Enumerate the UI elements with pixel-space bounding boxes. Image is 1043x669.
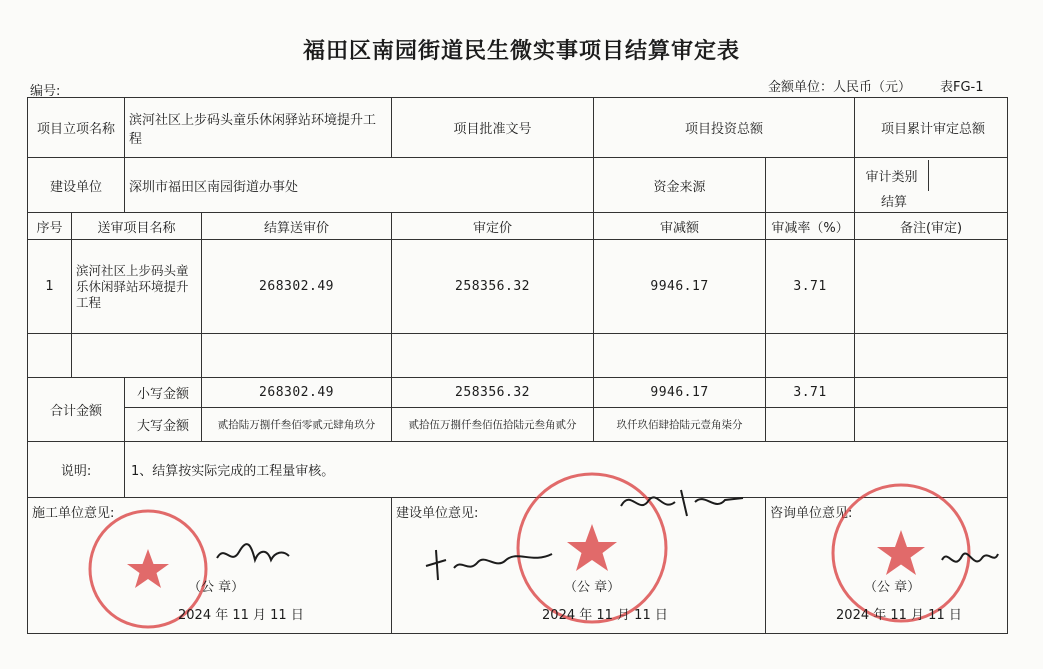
column-header: 送审项目名称 (72, 213, 202, 240)
form-code: 表FG-1 (940, 80, 984, 95)
amount-unit: 金额单位：人民币（元） (768, 80, 912, 95)
row-index: 1 (28, 240, 72, 334)
consultant-opinion (766, 498, 1008, 634)
total-submitted: 268302.49 (202, 378, 392, 408)
total-approved-capital: 贰拾伍万捌仟叁佰伍拾陆元叁角贰分 (392, 408, 594, 442)
builder-signature (420, 540, 560, 584)
contractor-opinion-label: 施工单位意见: (32, 506, 115, 521)
builder-value: 深圳市福田区南园街道办事处 (125, 158, 594, 213)
column-header: 审减率（%） (766, 213, 855, 240)
contractor-date: 2024 年 11 月 11 日 (178, 608, 304, 623)
small-amount-label: 小写金额 (125, 378, 202, 408)
audit-type-value: 结算 (881, 195, 908, 210)
capital-amount-label: 大写金额 (125, 408, 202, 442)
remarks-text: 1、结算按实际完成的工程量审核。 (125, 442, 1008, 498)
doc-number-label: 编号: (30, 84, 61, 99)
investment-label: 项目投资总额 (594, 98, 855, 158)
form-title: 福田区南园街道民生微实事项目结算审定表 (302, 39, 740, 64)
contractor-signature (213, 536, 293, 576)
row-project-name: 滨河社区上步码头童乐休闲驿站环境提升工程 (72, 240, 202, 334)
builder-opinion (392, 498, 766, 634)
total-reduction-capital: 玖仟玖佰肆拾陆元壹角柒分 (594, 408, 766, 442)
row-submitted: 268302.49 (202, 240, 392, 334)
total-submitted-capital: 贰拾陆万捌仟叁佰零贰元肆角玖分 (202, 408, 392, 442)
totals-label: 合计金额 (28, 378, 125, 442)
empty-row (28, 334, 1008, 378)
remarks-label: 说明: (28, 442, 125, 498)
consultant-signature (938, 540, 1000, 580)
total-reduction: 9946.17 (594, 378, 766, 408)
row-note (855, 240, 1008, 334)
builder-label: 建设单位 (28, 158, 125, 213)
audit-type-cell (855, 158, 1008, 213)
builder-opinion-label: 建设单位意见: (396, 506, 479, 521)
contractor-opinion (28, 498, 392, 634)
consultant-date: 2024 年 11 月 11 日 (836, 608, 962, 623)
project-name-value: 滨河社区上步码头童乐休闲驿站环境提升工程 (125, 98, 392, 158)
cumulative-label: 项目累计审定总额 (855, 98, 1008, 158)
column-header: 结算送审价 (202, 213, 392, 240)
column-header: 备注(审定) (855, 213, 1008, 240)
approver-signature (617, 482, 747, 522)
row-approved: 258356.32 (392, 240, 594, 334)
builder-seal-text: （公 章） (564, 580, 621, 595)
contractor-seal-text: （公 章） (188, 580, 245, 595)
row-reduction: 9946.17 (594, 240, 766, 334)
consultant-opinion-label: 咨询单位意见: (770, 506, 853, 521)
settlement-table (27, 97, 1008, 634)
column-header: 序号 (28, 213, 72, 240)
project-name-label: 项目立项名称 (28, 98, 125, 158)
column-header: 审定价 (392, 213, 594, 240)
approval-doc-label: 项目批准文号 (392, 98, 594, 158)
consultant-seal-text: （公 章） (864, 580, 921, 595)
audit-type-label: 审计类别 (855, 160, 929, 191)
total-rate: 3.71 (766, 378, 855, 408)
fund-source-label: 资金来源 (594, 158, 766, 213)
column-header: 审减额 (594, 213, 766, 240)
fund-source-value (766, 158, 855, 213)
row-rate: 3.71 (766, 240, 855, 334)
total-approved: 258356.32 (392, 378, 594, 408)
builder-date: 2024 年 11 月 11 日 (542, 608, 668, 623)
